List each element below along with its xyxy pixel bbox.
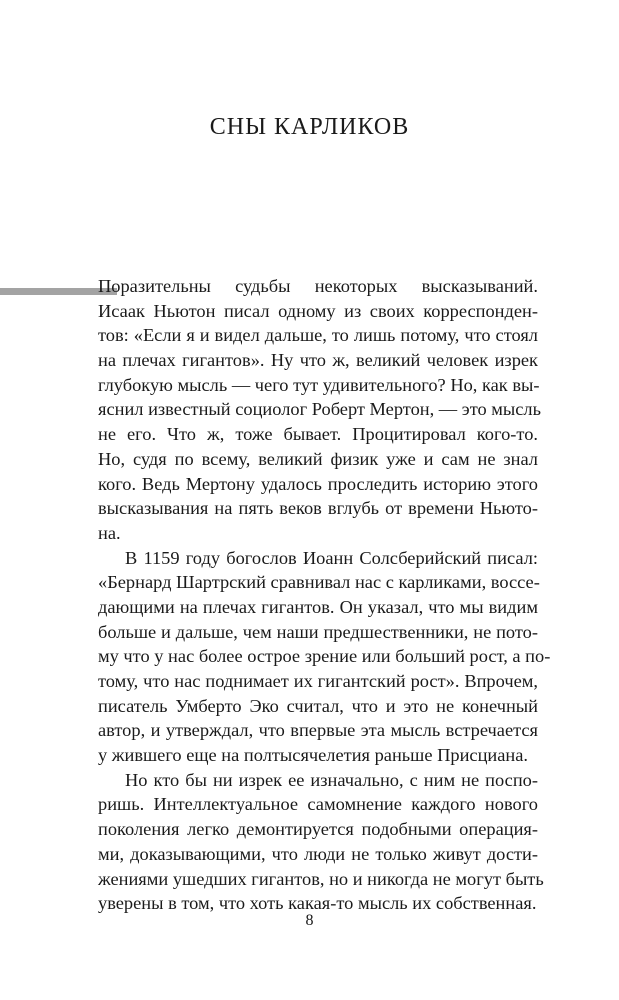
- text-line: глубокую мысль — чего тут удивительного? Но, как вы-: [98, 374, 540, 395]
- text-line: автор, и утверждал, что впервые эта мысль встречается: [98, 720, 538, 741]
- body-text: [98, 274, 551, 916]
- text-line: дающими на плечах гигантов. Он указал, что мы видим: [98, 596, 538, 617]
- text-line: на плечах гигантов». Ну что ж, великий человек изрек: [98, 350, 538, 371]
- text-line: у жившего еще на полтысячелетия раньше Присциана.: [98, 745, 529, 766]
- chapter-title: СНЫ КАРЛИКОВ: [209, 114, 410, 140]
- page-number: 8: [305, 912, 314, 929]
- text-line: больше и дальше, чем наши предшественники, не пото-: [98, 621, 538, 642]
- text-line: тому, что нас поднимает их гигантский рост». Впрочем,: [98, 671, 538, 691]
- text-line: Исаак Ньютон писал одному из своих корреспонден-: [98, 300, 538, 321]
- text-line: Но, судя по всему, великий физик уже и сам не знал: [98, 448, 538, 469]
- text-line: на.: [98, 522, 121, 543]
- text-line: ришь. Интеллектуальное самомнение каждого нового: [98, 794, 538, 815]
- text-line: уверены в том, что хоть какая-то мысль их собственная.: [98, 893, 537, 914]
- text-line: Но кто бы ни изрек ее изначально, с ним не поспо-: [125, 769, 538, 790]
- text-line: писатель Умберто Эко считал, что и это не конечный: [98, 695, 538, 716]
- text-line: Поразительны судьбы некоторых высказываний.: [98, 276, 538, 296]
- text-line: В 1159 году богослов Иоанн Солсберийский писал:: [125, 547, 538, 568]
- text-line: жениями ушедших гигантов, но и никогда не могут быть: [98, 868, 544, 889]
- text-line: ми, доказывающими, что люди не только живут дости-: [98, 843, 538, 864]
- text-line: му что у нас более острое зрение или больший рост, а по-: [98, 646, 551, 667]
- paragraph: [98, 274, 541, 546]
- paragraph: [98, 768, 544, 916]
- text-line: поколения легко демонтируется подобными операция-: [98, 819, 538, 840]
- text-line: кого. Ведь Мертону удалось проследить историю этого: [98, 473, 538, 494]
- text-line: яснил известный социолог Роберт Мертон, — это мысль: [98, 399, 541, 420]
- text-line: тов: «Если я и видел дальше, то лишь потому, что стоял: [98, 325, 538, 346]
- paragraph: [98, 546, 551, 768]
- text-line: «Бернард Шартрский сравнивал нас с карликами, воссе-: [98, 572, 540, 593]
- text-line: не его. Что ж, тоже бывает. Процитировал кого-то.: [98, 424, 538, 445]
- text-line: высказывания на пять веков вглубь от времени Ньюто-: [98, 498, 538, 519]
